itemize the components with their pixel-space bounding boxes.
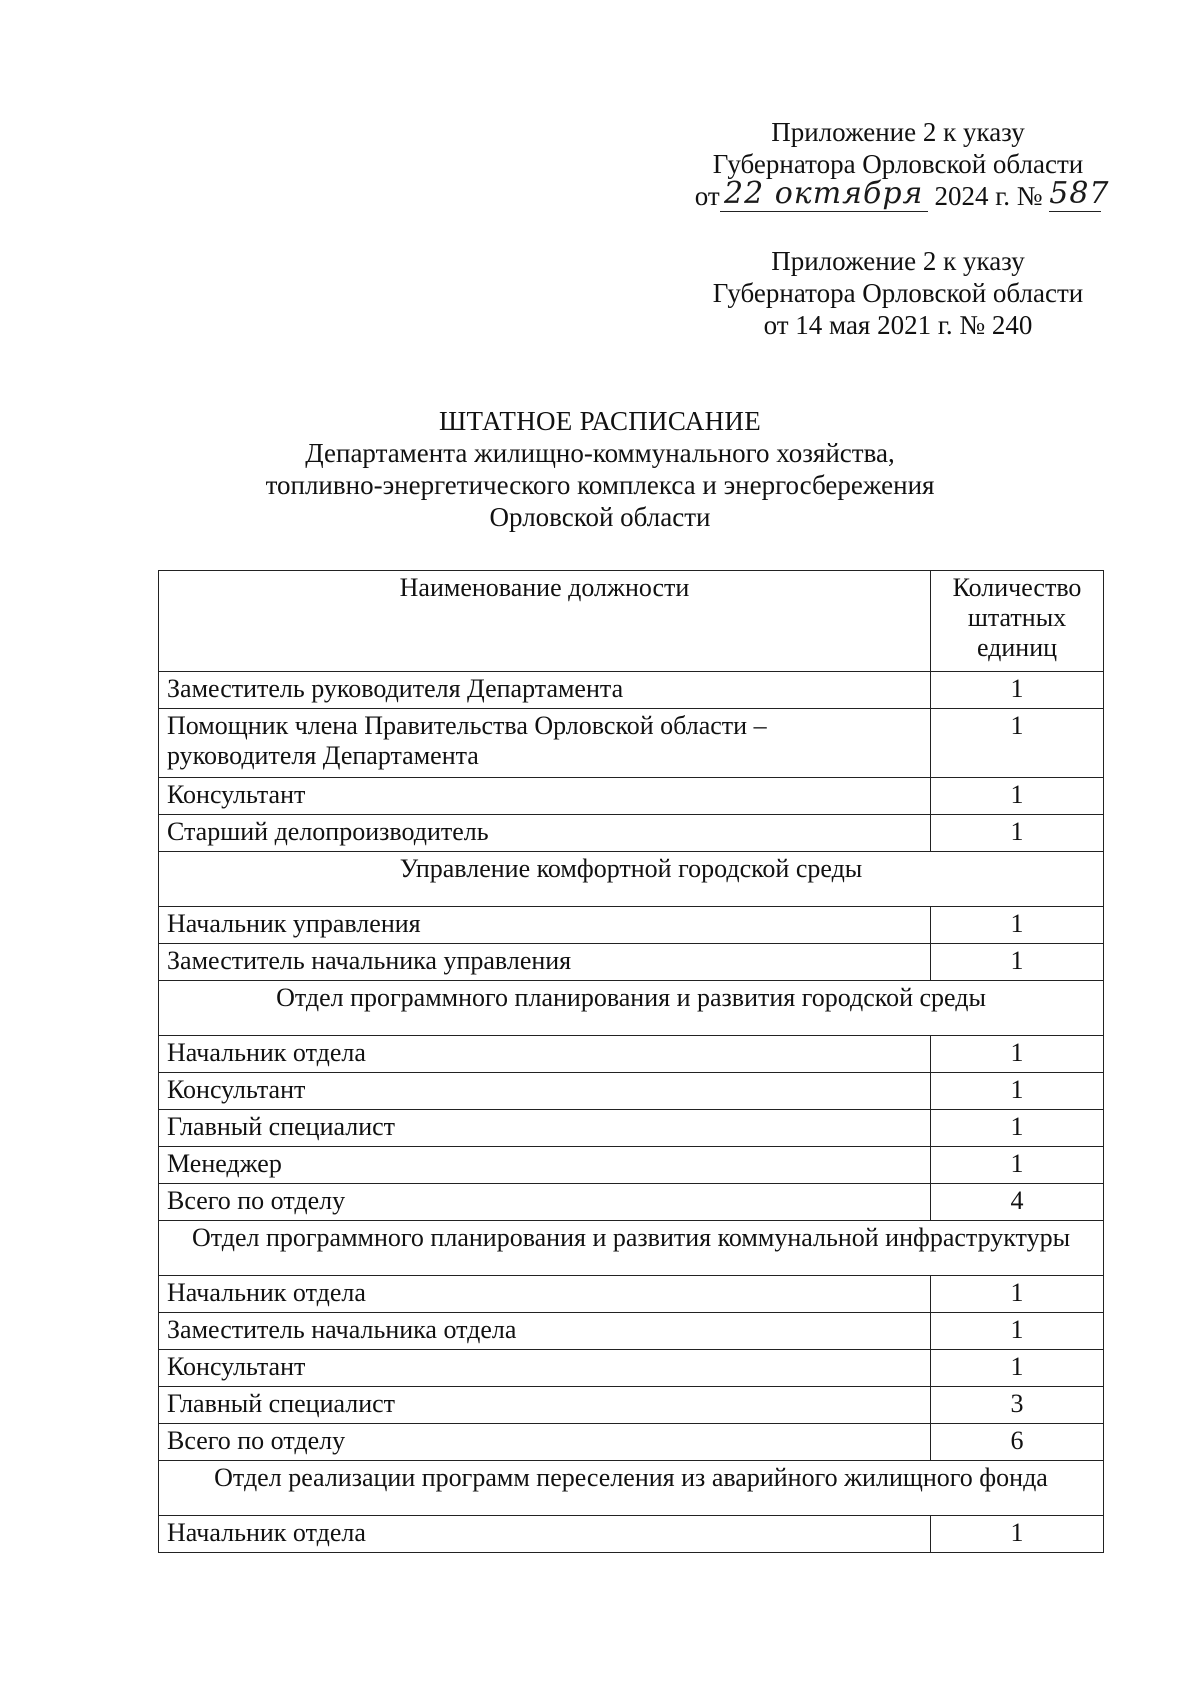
position-name: Начальник отдела <box>159 1036 931 1073</box>
table-row <box>159 1276 1104 1313</box>
section-row <box>159 852 1104 907</box>
position-name: Заместитель руководителя Департамента <box>159 672 931 709</box>
position-count: 1 <box>931 944 1104 981</box>
title-line1: Департамента жилищно-коммунального хозяйства, <box>305 438 895 468</box>
table-row <box>159 1036 1104 1073</box>
staff-table <box>158 570 1104 1553</box>
section-row <box>159 1221 1104 1276</box>
position-name: Консультант <box>159 1073 931 1110</box>
table-row <box>159 778 1104 815</box>
section-title: Отдел программного планирования и развития городской среды <box>159 981 1104 1036</box>
position-count: 1 <box>931 1516 1104 1553</box>
position-name: Консультант <box>159 778 931 815</box>
position-name: Начальник отдела <box>159 1516 931 1553</box>
title-heading: ШТАТНОЕ РАСПИСАНИЕ <box>438 406 762 436</box>
section-title: Управление комфортной городской среды <box>159 852 1104 907</box>
position-count: 1 <box>931 1276 1104 1313</box>
position-count: 1 <box>931 815 1104 852</box>
position-count: 1 <box>931 1073 1104 1110</box>
position-name: Начальник отдела <box>159 1276 931 1313</box>
position-name: Начальник управления <box>159 907 931 944</box>
position-count: 1 <box>931 709 1104 778</box>
position-count: 4 <box>931 1184 1104 1221</box>
position-name: Главный специалист <box>159 1110 931 1147</box>
table-row <box>159 1516 1104 1553</box>
original-line3: от 14 мая 2021 г. № 240 <box>763 310 1033 340</box>
table-row <box>159 1313 1104 1350</box>
amendment-line2: Губернатора Орловской области <box>712 149 1084 179</box>
section-row <box>159 981 1104 1036</box>
position-count: 3 <box>931 1387 1104 1424</box>
original-appendix-note <box>648 245 1148 341</box>
table-row <box>159 709 1104 778</box>
handwritten-date: 22 октября <box>724 176 924 211</box>
document-title <box>160 405 1040 533</box>
position-name: Заместитель начальника отдела <box>159 1313 931 1350</box>
table-row <box>159 1110 1104 1147</box>
section-title: Отдел реализации программ переселения из аварийного жилищного фонда <box>159 1461 1104 1516</box>
amendment-appendix-note <box>648 116 1148 212</box>
date-prefix: от <box>694 181 720 211</box>
position-count: 1 <box>931 1313 1104 1350</box>
position-count: 1 <box>931 907 1104 944</box>
original-line1: Приложение 2 к указу <box>771 246 1025 276</box>
position-count: 1 <box>931 672 1104 709</box>
position-name: Менеджер <box>159 1147 931 1184</box>
position-count: 1 <box>931 1350 1104 1387</box>
year-number-label: 2024 г. № <box>934 181 1043 211</box>
table-row <box>159 907 1104 944</box>
amendment-line1: Приложение 2 к указу <box>771 117 1025 147</box>
original-line2: Губернатора Орловской области <box>712 278 1084 308</box>
position-name: Главный специалист <box>159 1387 931 1424</box>
position-name: Помощник члена Правительства Орловской области – руководителя Департамента <box>159 709 931 778</box>
position-count: 1 <box>931 778 1104 815</box>
table-row <box>159 1147 1104 1184</box>
amendment-date-line <box>648 176 1148 212</box>
table-row <box>159 672 1104 709</box>
table-row <box>159 815 1104 852</box>
position-count: 6 <box>931 1424 1104 1461</box>
table-row <box>159 1350 1104 1387</box>
column-header-count: Количество штатных единиц <box>931 571 1104 672</box>
position-name: Старший делопроизводитель <box>159 815 931 852</box>
position-count: 1 <box>931 1110 1104 1147</box>
table-row <box>159 944 1104 981</box>
staff-table-body <box>159 672 1104 1553</box>
section-row <box>159 1461 1104 1516</box>
table-row <box>159 1184 1104 1221</box>
column-header-name: Наименование должности <box>159 571 931 672</box>
table-row <box>159 1387 1104 1424</box>
handwritten-number: 587 <box>1049 176 1110 211</box>
handwritten-date-field <box>720 176 928 212</box>
title-line3: Орловской области <box>489 502 711 532</box>
handwritten-number-field <box>1049 176 1110 212</box>
position-name: Всего по отделу <box>159 1184 931 1221</box>
position-name: Всего по отделу <box>159 1424 931 1461</box>
title-line2: топливно-энергетического комплекса и энергосбережения <box>265 470 935 500</box>
position-name: Консультант <box>159 1350 931 1387</box>
position-name: Заместитель начальника управления <box>159 944 931 981</box>
position-count: 1 <box>931 1036 1104 1073</box>
table-row <box>159 1424 1104 1461</box>
position-count: 1 <box>931 1147 1104 1184</box>
table-row <box>159 1073 1104 1110</box>
section-title: Отдел программного планирования и развития коммунальной инфраструктуры <box>159 1221 1104 1276</box>
